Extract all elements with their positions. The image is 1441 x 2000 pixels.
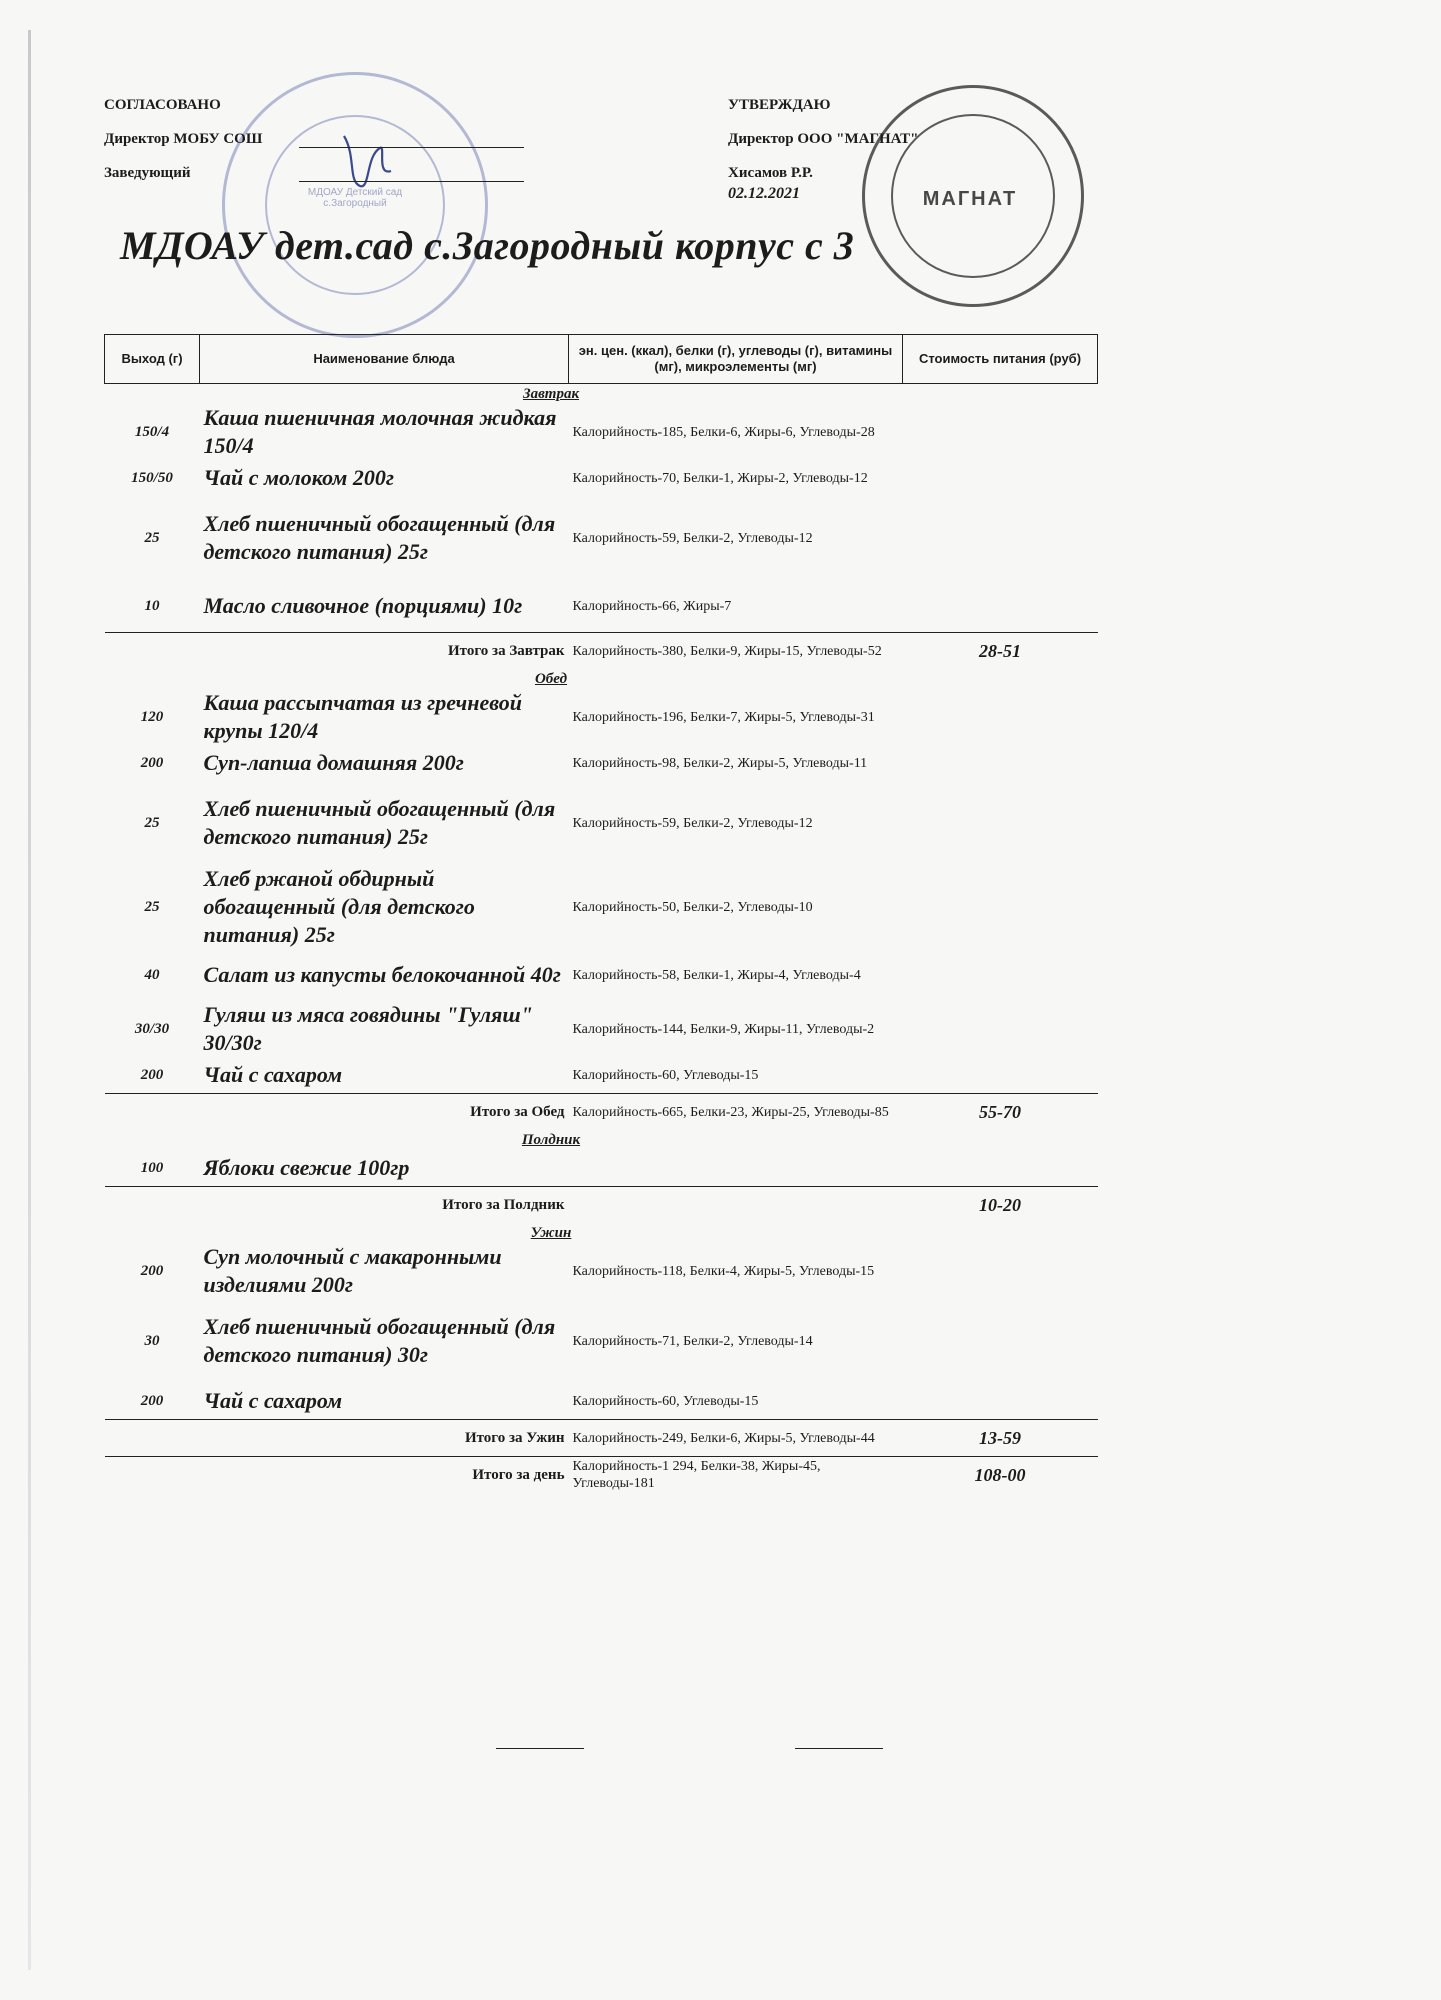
day-total-nutrition: Калорийность-1 294, Белки-38, Жиры-45, Углеводы-181 [569,1457,903,1494]
dish-name: Хлеб пшеничный обогащенный (для детского питания) 25г [203,796,556,849]
dish-name: Салат из капусты белокочанной 40г [203,962,561,987]
dish-name: Хлеб ржаной обдирный обогащенный (для детского питания) 25г [203,866,475,947]
nutrition-cell: Калорийность-50, Белки-2, Углеводы-10 [572,899,813,915]
output-cell: 40 [144,966,160,983]
total-label: Итого за Завтрак [200,633,569,670]
total-nutrition: Калорийность-380, Белки-9, Жиры-15, Углеводы-52 [569,633,903,670]
table-row [105,580,1098,633]
stamp-left-text: МДОАУ Детский сад с.Загородный [307,187,403,209]
dish-name: Каша пшеничная молочная жидкая 150/4 [203,405,557,458]
table-row [105,1243,1098,1299]
column-header-name: Наименование блюда [200,335,569,384]
table-row [105,404,1098,460]
total-label: Итого за Ужин [200,1420,569,1457]
total-cost: 10-20 [903,1187,1098,1224]
total-nutrition: Калорийность-249, Белки-6, Жиры-5, Углеводы-44 [569,1420,903,1457]
nutrition-cell [569,1150,903,1187]
nutrition-cell: Калорийность-58, Белки-1, Жиры-4, Углеводы-4 [572,967,861,983]
approval-left-line2-text: Директор МОБУ СОШ [104,131,263,147]
nutrition-cell: Калорийность-144, Белки-9, Жиры-11, Углеводы-2 [572,1021,875,1037]
table-row [105,745,1098,781]
approval-left-line2 [104,122,524,156]
dish-name: Хлеб пшеничный обогащенный (для детского питания) 25г [203,511,556,564]
table-row [105,1057,1098,1094]
scan-edge [28,30,31,1970]
dish-name: Суп молочный с макаронными изделиями 200г [203,1244,502,1297]
dish-name: Суп-лапша домашняя 200г [203,750,464,775]
day-total-cost: 108-00 [903,1457,1098,1494]
approval-left-line3-text: Заведующий [104,165,191,181]
approval-left-line3 [104,156,524,190]
stamp-right-text: МАГНАТ [922,188,1018,210]
total-cost: 13-59 [903,1420,1098,1457]
section-title: Полдник [521,1131,581,1148]
approval-right-line3: Хисамов Р.Р. [728,165,813,181]
dish-name: Чай с молоком 200г [203,465,394,490]
total-label: Итого за Полдник [200,1187,569,1224]
table-row [105,1299,1098,1383]
table-row [105,1150,1098,1187]
output-cell: 200 [140,1066,164,1083]
approval-right-line2: Директор ООО "МАГНАТ" [728,131,919,147]
dish-name: Каша рассыпчатая из гречневой крупы 120/4 [203,690,522,743]
output-cell: 150/50 [131,469,173,486]
section-total [105,1094,1098,1131]
output-cell: 200 [140,1262,164,1279]
nutrition-cell: Калорийность-118, Белки-4, Жиры-5, Углеводы-15 [572,1263,875,1279]
output-cell: 10 [144,597,160,614]
approval-right-line1: УТВЕРЖДАЮ [728,97,831,113]
total-label: Итого за Обед [200,1094,569,1131]
output-cell: 30/30 [134,1020,170,1037]
section-snack [105,1130,1098,1150]
table-row [105,460,1098,496]
nutrition-cell: Калорийность-71, Белки-2, Углеводы-14 [572,1333,813,1349]
table-row [105,689,1098,745]
dish-name: Чай с сахаром [203,1062,343,1087]
nutrition-cell: Калорийность-60, Углеводы-15 [572,1067,759,1083]
output-cell: 25 [144,898,160,915]
signature-line [299,181,524,182]
approval-right [728,88,1028,204]
signature-line [299,147,524,148]
output-cell: 25 [144,814,160,831]
output-cell: 200 [140,754,164,771]
nutrition-cell: Калорийность-60, Углеводы-15 [572,1393,759,1409]
nutrition-cell: Калорийность-185, Белки-6, Жиры-6, Углеводы-28 [572,424,875,440]
column-header-nutrition: эн. цен. (ккал), белки (г), углеводы (г), витамины (мг), микроэлементы (мг) [569,335,903,384]
output-cell: 100 [140,1159,164,1176]
nutrition-cell: Калорийность-70, Белки-1, Жиры-2, Углеводы-12 [572,470,868,486]
output-cell: 25 [144,529,160,546]
dish-name: Яблоки свежие 100гр [203,1155,410,1180]
total-nutrition: Калорийность-665, Белки-23, Жиры-25, Углеводы-85 [569,1094,903,1131]
section-lunch [105,669,1098,689]
section-total [105,633,1098,670]
nutrition-cell: Калорийность-59, Белки-2, Углеводы-12 [572,530,813,546]
nutrition-cell: Калорийность-196, Белки-7, Жиры-5, Углеводы-31 [572,709,875,725]
section-dinner [105,1223,1098,1243]
output-cell: 120 [140,708,164,725]
dish-name: Чай с сахаром [203,1388,343,1413]
output-cell: 30 [144,1332,160,1349]
column-header-output: Выход (г) [105,335,200,384]
section-total [105,1187,1098,1224]
total-nutrition [569,1187,903,1224]
approval-left-line1: СОГЛАСОВАНО [104,97,221,113]
page-title: МДОАУ дет.сад с.Загородный корпус с 3 [120,223,855,268]
dish-name: Масло сливочное (порциями) 10г [203,593,523,618]
section-title: Ужин [530,1224,572,1241]
table-row [105,496,1098,580]
table-header [105,335,1098,384]
output-cell: 150/4 [134,423,170,440]
section-title: Обед [534,670,568,687]
table-row [105,949,1098,1001]
menu-table [104,334,1098,1493]
total-cost: 28-51 [903,633,1098,670]
nutrition-cell: Калорийность-98, Белки-2, Жиры-5, Углеводы-11 [572,755,868,771]
day-total [105,1457,1098,1494]
table-row [105,781,1098,865]
table-row [105,1383,1098,1420]
approval-date: 02.12.2021 [728,185,800,202]
section-title: Завтрак [522,385,580,402]
section-breakfast [105,384,1098,405]
section-total [105,1420,1098,1457]
total-cost: 55-70 [903,1094,1098,1131]
nutrition-cell: Калорийность-66, Жиры-7 [572,598,732,614]
footer-signature-line [496,1748,584,1749]
approval-left [104,88,524,190]
day-total-label: Итого за день [200,1457,569,1494]
column-header-cost: Стоимость питания (руб) [903,335,1098,384]
dish-name: Гуляш из мяса говядины "Гуляш" 30/30г [203,1002,533,1055]
dish-name: Хлеб пшеничный обогащенный (для детского питания) 30г [203,1314,556,1367]
table-row [105,1001,1098,1057]
nutrition-cell: Калорийность-59, Белки-2, Углеводы-12 [572,815,813,831]
table-row [105,865,1098,949]
output-cell: 200 [140,1392,164,1409]
footer-signature-line [795,1748,883,1749]
